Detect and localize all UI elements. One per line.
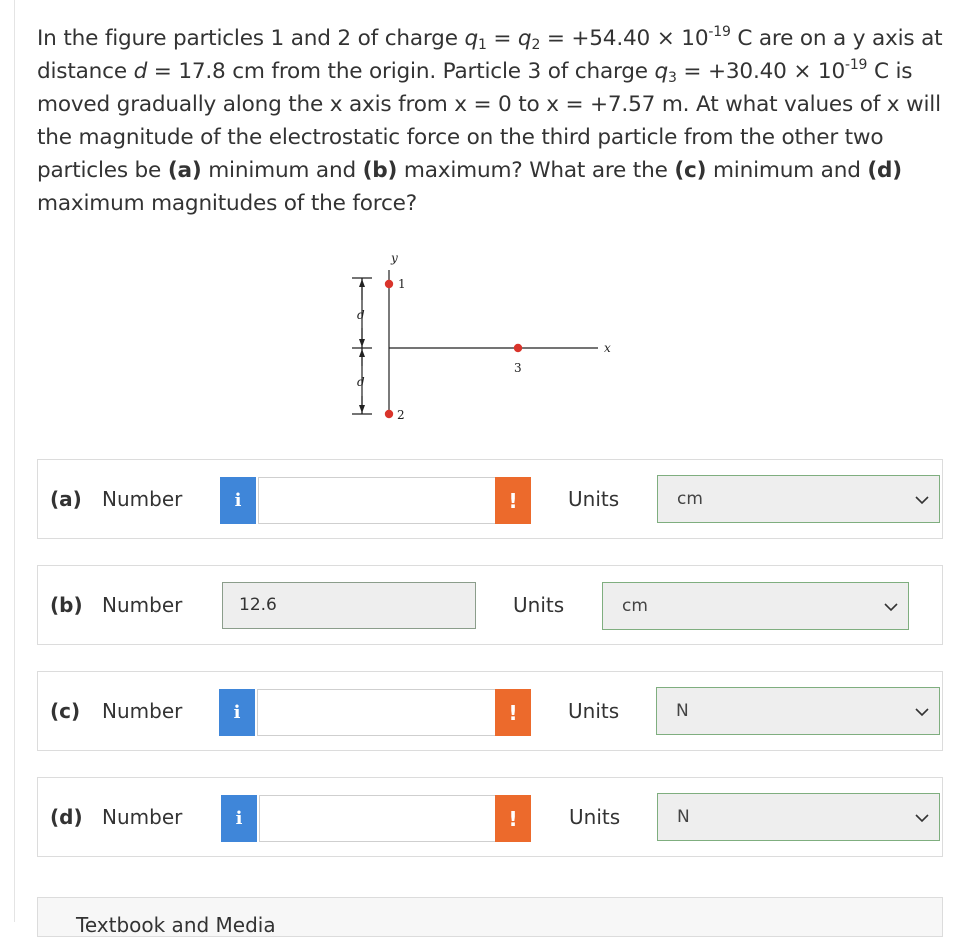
answer-a-input[interactable] [258, 477, 497, 524]
y-axis-label: y [391, 251, 398, 265]
info-icon[interactable]: i [220, 477, 256, 524]
d-label-lower: d [357, 375, 365, 389]
info-icon[interactable]: i [221, 795, 257, 842]
textbook-media-panel[interactable] [37, 897, 943, 937]
number-label: Number [102, 699, 183, 723]
units-label: Units [568, 699, 620, 723]
particle-2 [385, 410, 393, 418]
part-label: (b) [50, 593, 83, 617]
warning-icon: ! [495, 477, 531, 524]
particle-1-label: 1 [398, 277, 406, 291]
page-left-border [14, 0, 15, 922]
answer-c-input[interactable] [257, 689, 497, 736]
particle-1 [385, 280, 393, 288]
part-label: (a) [50, 487, 82, 511]
particle-3 [514, 344, 522, 352]
answer-row-a [37, 459, 943, 539]
answer-d-input[interactable] [259, 795, 497, 842]
units-select-a[interactable]: cm [657, 475, 940, 523]
units-select-c[interactable]: N [656, 687, 940, 735]
number-label: Number [102, 487, 183, 511]
charge-diagram [340, 248, 630, 428]
number-label: Number [102, 805, 183, 829]
info-icon[interactable]: i [219, 689, 255, 736]
chevron-down-icon [915, 493, 929, 507]
warning-icon: ! [495, 689, 531, 736]
part-label: (c) [50, 699, 81, 723]
answer-b-input[interactable]: 12.6 [222, 582, 476, 629]
particle-3-label: 3 [514, 361, 522, 375]
number-label: Number [102, 593, 183, 617]
question-text: In the figure particles 1 and 2 of charge $q_1 = q_2 = +54.40 \times 10^{-19}$ C are on a y axis at distance d = 17.8 cm from the origin. Particle 3 of charge $q_3 = +30.40 \times 10^{-19}$ C is moved gradually along the x axis from x = 0 to x = +7.57 m. At what values of x will the magnitude of the electrostatic force on the third particle from the other two particles be (a) minimum and (b) maximum? What are the (c) minimum and (d) maximum magnitudes of the force? [37, 24, 943, 216]
d-label-upper: d [357, 308, 365, 322]
units-label: Units [568, 487, 620, 511]
chevron-down-icon [915, 705, 929, 719]
answer-row-b [37, 565, 943, 645]
answer-row-c [37, 671, 943, 751]
units-select-b[interactable]: cm [602, 582, 909, 630]
units-label: Units [513, 593, 565, 617]
chevron-down-icon [915, 811, 929, 825]
x-axis-label: x [604, 341, 611, 355]
warning-icon: ! [495, 795, 531, 842]
chevron-down-icon [884, 600, 898, 614]
units-select-d[interactable]: N [657, 793, 940, 841]
part-label: (d) [50, 805, 83, 829]
units-label: Units [569, 805, 621, 829]
answer-row-d [37, 777, 943, 857]
textbook-media-label: Textbook and Media [76, 913, 276, 937]
particle-2-label: 2 [397, 408, 405, 422]
